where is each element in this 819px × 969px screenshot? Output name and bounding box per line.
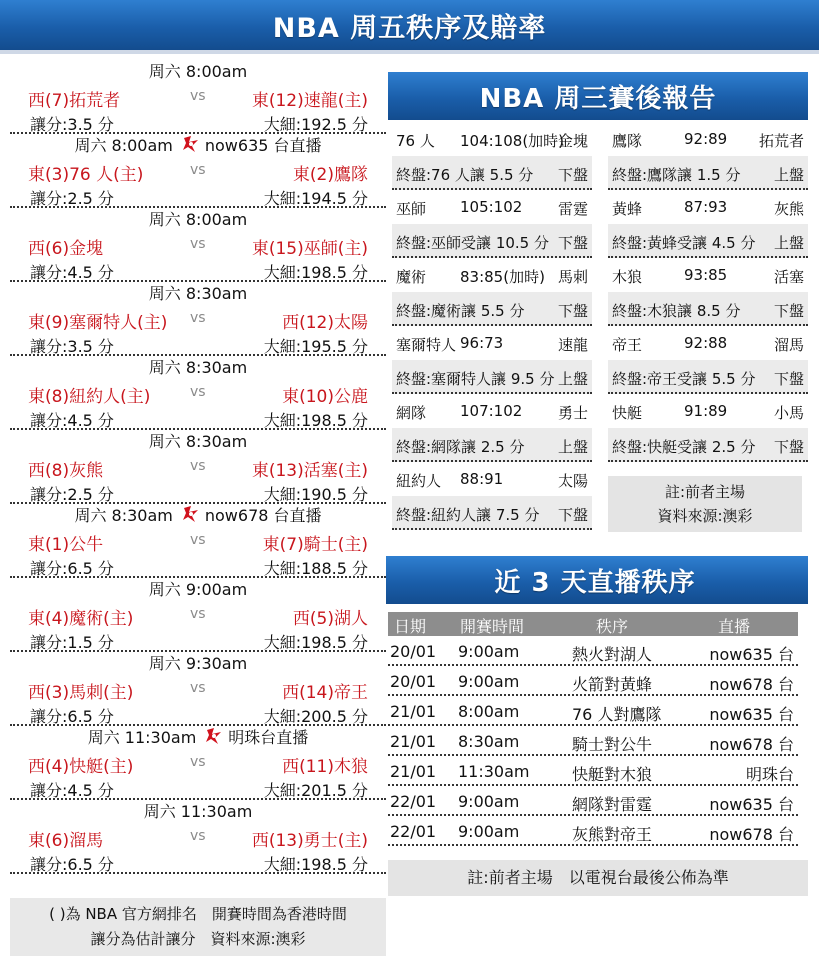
live-channel: now678 台 <box>709 675 794 694</box>
results-column-right <box>608 122 808 462</box>
home-team: 東(15)巫師(主) <box>251 239 368 259</box>
game-entry <box>10 798 386 876</box>
tv-channel: 明珠台直播 <box>228 727 309 747</box>
team-home: 木狼 <box>612 268 643 286</box>
team-home: 魔術 <box>396 268 427 286</box>
live-date: 21/01 <box>390 732 437 751</box>
line-result: 上盤 <box>557 370 588 388</box>
home-team: 東(10)公鹿 <box>282 387 368 407</box>
live-date: 21/01 <box>390 762 437 781</box>
live-time: 9:00am <box>458 672 520 691</box>
live-channel: now635 台 <box>709 795 794 814</box>
home-team: 東(2)鷹隊 <box>292 165 368 185</box>
final-line: 終盤:紐約人讓 7.5 分 <box>396 506 540 524</box>
over-under: 大細:188.5 分 <box>263 559 368 578</box>
line-result: 上盤 <box>557 438 588 456</box>
over-under: 大細:201.5 分 <box>263 781 368 800</box>
header-date: 日期 <box>394 617 427 636</box>
live-match: 快艇對木狼 <box>572 765 653 784</box>
game-time: 周六 9:00am <box>148 579 248 599</box>
tv-channel: now678 台直播 <box>204 505 322 525</box>
schedule-note-line: ( )為 NBA 官方網排名 開賽時間為香港時間 <box>49 905 347 923</box>
spread: 讓分:6.5 分 <box>30 707 114 726</box>
header-match: 秩序 <box>596 617 629 636</box>
away-team: 東(9)塞爾特人(主) <box>28 313 168 333</box>
over-under: 大細:198.5 分 <box>263 855 368 874</box>
team-away: 溜馬 <box>773 336 804 354</box>
away-team: 西(4)快艇(主) <box>28 757 134 777</box>
score: 93:85 <box>684 266 728 284</box>
over-under: 大細:192.5 分 <box>263 115 368 134</box>
game-time-row <box>10 132 386 156</box>
live-row <box>388 636 798 666</box>
live-row <box>388 696 798 726</box>
matchup-row <box>10 530 386 554</box>
over-under: 大細:194.5 分 <box>263 189 368 208</box>
result-row <box>392 258 592 292</box>
team-away: 雷霆 <box>557 200 588 218</box>
vs-label: vs <box>190 532 206 548</box>
matchup-row <box>10 752 386 776</box>
final-line: 終盤:塞爾特人讓 9.5 分 <box>396 370 555 388</box>
game-entry <box>10 206 386 284</box>
odds-row <box>10 186 386 208</box>
result-row <box>392 326 592 360</box>
spread: 讓分:2.5 分 <box>30 485 114 504</box>
game-time-row <box>10 58 386 82</box>
team-home: 76 人 <box>396 132 435 150</box>
odds-row <box>10 778 386 800</box>
home-team: 西(13)勇士(主) <box>251 831 368 851</box>
game-entry <box>10 354 386 432</box>
banner-divider <box>0 50 819 54</box>
game-time: 周六 11:30am <box>143 801 253 821</box>
score: 96:73 <box>460 334 504 352</box>
odds-row <box>10 556 386 578</box>
live-channel: now678 台 <box>709 735 794 754</box>
game-entry <box>10 502 386 580</box>
spread: 讓分:4.5 分 <box>30 263 114 282</box>
vs-label: vs <box>190 680 206 696</box>
game-time: 周六 8:00am <box>148 209 248 229</box>
live-channel: now635 台 <box>709 645 794 664</box>
header-time: 開賽時間 <box>460 617 525 636</box>
live-time: 9:00am <box>458 792 520 811</box>
matchup-row <box>10 86 386 110</box>
over-under: 大細:198.5 分 <box>263 411 368 430</box>
live-schedule-title: 近 3 天直播秩序 <box>382 556 808 604</box>
team-home: 網隊 <box>396 404 427 422</box>
team-home: 快艇 <box>612 404 643 422</box>
live-match: 網隊對雷霆 <box>572 795 653 814</box>
live-time: 9:00am <box>458 642 520 661</box>
results-column-left <box>392 122 592 530</box>
final-line: 終盤:76 人讓 5.5 分 <box>396 166 534 184</box>
live-date: 20/01 <box>390 642 437 661</box>
line-result: 下盤 <box>557 506 588 524</box>
game-time: 周六 8:30am <box>148 357 248 377</box>
final-line-row <box>608 428 808 462</box>
live-row <box>388 726 798 756</box>
team-home: 帝王 <box>612 336 643 354</box>
final-line: 終盤:黃蜂受讓 4.5 分 <box>612 234 756 252</box>
schedule-note-line: 讓分為估計讓分 資料來源:澳彩 <box>90 930 306 948</box>
final-line-row <box>392 156 592 190</box>
game-time-row <box>10 354 386 378</box>
game-time-row <box>10 724 386 748</box>
matchup-row <box>10 826 386 850</box>
live-match: 76 人對鷹隊 <box>572 705 662 724</box>
game-time-row <box>10 280 386 304</box>
team-away: 勇士 <box>557 404 588 422</box>
game-time-row <box>10 428 386 452</box>
line-result: 下盤 <box>773 302 804 320</box>
matchup-row <box>10 456 386 480</box>
matchup-row <box>10 160 386 184</box>
team-away: 活塞 <box>773 268 804 286</box>
final-line: 終盤:木狼讓 8.5 分 <box>612 302 741 320</box>
vs-label: vs <box>190 458 206 474</box>
line-result: 上盤 <box>773 234 804 252</box>
spread: 讓分:3.5 分 <box>30 337 114 356</box>
result-row <box>608 122 808 156</box>
game-time: 周六 9:30am <box>148 653 248 673</box>
game-time-row <box>10 798 386 822</box>
away-team: 西(8)灰熊 <box>28 461 104 481</box>
tv-broadcast <box>204 725 308 748</box>
result-row <box>392 394 592 428</box>
score: 91:89 <box>684 402 728 420</box>
game-time-row <box>10 650 386 674</box>
over-under: 大細:190.5 分 <box>263 485 368 504</box>
final-line-row <box>392 224 592 258</box>
final-line-row <box>392 292 592 326</box>
away-team: 東(4)魔術(主) <box>28 609 134 629</box>
score: 92:88 <box>684 334 728 352</box>
home-team: 東(13)活塞(主) <box>251 461 368 481</box>
tv-broadcast <box>181 133 322 156</box>
score: 104:108(加時) <box>460 132 565 150</box>
team-away: 馬刺 <box>557 268 588 286</box>
tv-logo-icon <box>204 726 224 746</box>
score: 92:89 <box>684 130 728 148</box>
odds-row <box>10 112 386 134</box>
matchup-row <box>10 234 386 258</box>
line-result: 上盤 <box>773 166 804 184</box>
game-entry <box>10 280 386 358</box>
team-home: 塞爾特人 <box>396 336 457 354</box>
game-entry <box>10 576 386 654</box>
vs-label: vs <box>190 828 206 844</box>
live-channel: now635 台 <box>709 705 794 724</box>
game-time: 周六 11:30am <box>87 727 197 747</box>
live-channel: 明珠台 <box>745 765 794 784</box>
final-line: 終盤:魔術讓 5.5 分 <box>396 302 525 320</box>
game-time: 周六 8:30am <box>148 431 248 451</box>
score: 105:102 <box>460 198 523 216</box>
game-entry <box>10 724 386 802</box>
team-away: 拓荒者 <box>758 132 804 150</box>
live-schedule-table <box>388 612 798 846</box>
over-under: 大細:200.5 分 <box>263 707 368 726</box>
over-under: 大細:195.5 分 <box>263 337 368 356</box>
spread: 讓分:2.5 分 <box>30 189 114 208</box>
away-team: 西(7)拓荒者 <box>28 91 121 111</box>
vs-label: vs <box>190 606 206 622</box>
away-team: 東(3)76 人(主) <box>28 165 144 185</box>
spread: 讓分:3.5 分 <box>30 115 114 134</box>
score: 107:102 <box>460 402 523 420</box>
matchup-row <box>10 604 386 628</box>
away-team: 東(8)紐約人(主) <box>28 387 151 407</box>
page-title: NBA 周五秩序及賠率 <box>0 0 819 50</box>
away-team: 西(6)金塊 <box>28 239 104 259</box>
game-entry <box>10 58 386 136</box>
live-match: 火箭對黃蜂 <box>572 675 653 694</box>
odds-row <box>10 408 386 430</box>
live-row <box>388 756 798 786</box>
final-line: 終盤:快艇受讓 2.5 分 <box>612 438 756 456</box>
spread: 讓分:6.5 分 <box>30 855 114 874</box>
live-table-body <box>388 636 798 846</box>
final-line: 終盤:帝王受讓 5.5 分 <box>612 370 756 388</box>
live-date: 22/01 <box>390 822 437 841</box>
vs-label: vs <box>190 754 206 770</box>
live-row <box>388 666 798 696</box>
odds-row <box>10 630 386 652</box>
game-entry <box>10 428 386 506</box>
team-home: 紐約人 <box>396 472 442 490</box>
results-note-line: 註:前者主場 <box>664 483 746 501</box>
vs-label: vs <box>190 310 206 326</box>
line-result: 下盤 <box>557 302 588 320</box>
live-date: 20/01 <box>390 672 437 691</box>
live-time: 8:00am <box>458 702 520 721</box>
spread: 讓分:4.5 分 <box>30 781 114 800</box>
live-date: 21/01 <box>390 702 437 721</box>
wednesday-results <box>388 122 808 536</box>
results-note-line: 資料來源:澳彩 <box>657 507 753 525</box>
live-time: 9:00am <box>458 822 520 841</box>
live-note: 註:前者主場 以電視台最後公佈為準 <box>388 860 808 896</box>
live-date: 22/01 <box>390 792 437 811</box>
score: 87:93 <box>684 198 728 216</box>
home-team: 東(7)騎士(主) <box>262 535 368 555</box>
game-entry <box>10 132 386 210</box>
live-row <box>388 816 798 846</box>
final-line: 終盤:鷹隊讓 1.5 分 <box>612 166 741 184</box>
home-team: 東(12)速龍(主) <box>251 91 368 111</box>
game-time: 周六 8:30am <box>74 505 173 525</box>
friday-schedule <box>10 58 386 956</box>
game-time-row <box>10 502 386 526</box>
live-match: 灰熊對帝王 <box>572 825 653 844</box>
matchup-row <box>10 382 386 406</box>
team-away: 灰熊 <box>773 200 804 218</box>
live-row <box>388 786 798 816</box>
score: 83:85(加時) <box>460 268 545 286</box>
spread: 讓分:1.5 分 <box>30 633 114 652</box>
team-away: 金塊 <box>557 132 588 150</box>
wednesday-results-title: NBA 周三賽後報告 <box>388 72 808 120</box>
final-line-row <box>392 428 592 462</box>
home-team: 西(14)帝王 <box>282 683 368 703</box>
home-team: 西(11)木狼 <box>282 757 368 777</box>
final-line: 終盤:網隊讓 2.5 分 <box>396 438 525 456</box>
result-row <box>608 394 808 428</box>
over-under: 大細:198.5 分 <box>263 263 368 282</box>
final-line-row <box>608 292 808 326</box>
team-away: 小馬 <box>773 404 804 422</box>
line-result: 下盤 <box>557 234 588 252</box>
score: 88:91 <box>460 470 504 488</box>
spread: 讓分:6.5 分 <box>30 559 114 578</box>
vs-label: vs <box>190 236 206 252</box>
home-team: 西(12)太陽 <box>282 313 368 333</box>
over-under: 大細:198.5 分 <box>263 633 368 652</box>
odds-row <box>10 704 386 726</box>
team-home: 黃蜂 <box>612 200 643 218</box>
odds-row <box>10 334 386 356</box>
tv-channel: now635 台直播 <box>204 135 322 155</box>
away-team: 東(1)公牛 <box>28 535 104 555</box>
team-home: 鷹隊 <box>612 132 643 150</box>
final-line-row <box>608 360 808 394</box>
results-note <box>608 476 802 532</box>
game-time: 周六 8:00am <box>148 61 248 81</box>
spread: 讓分:4.5 分 <box>30 411 114 430</box>
team-away: 速龍 <box>557 336 588 354</box>
tv-broadcast <box>181 503 322 526</box>
vs-label: vs <box>190 162 206 178</box>
final-line-row <box>608 224 808 258</box>
away-team: 東(6)溜馬 <box>28 831 104 851</box>
live-channel: now678 台 <box>709 825 794 844</box>
final-line-row <box>392 496 592 530</box>
result-row <box>392 122 592 156</box>
game-time: 周六 8:00am <box>74 135 173 155</box>
vs-label: vs <box>190 384 206 400</box>
result-row <box>392 190 592 224</box>
result-row <box>608 326 808 360</box>
odds-row <box>10 852 386 874</box>
game-time-row <box>10 576 386 600</box>
matchup-row <box>10 308 386 332</box>
result-row <box>608 258 808 292</box>
schedule-note <box>10 898 386 956</box>
game-time: 周六 8:30am <box>148 283 248 303</box>
header-channel: 直播 <box>718 617 751 636</box>
result-row <box>392 462 592 496</box>
tv-logo-icon <box>181 134 201 154</box>
team-away: 太陽 <box>557 472 588 490</box>
live-match: 騎士對公牛 <box>572 735 653 754</box>
final-line: 終盤:巫師受讓 10.5 分 <box>396 234 549 252</box>
away-team: 西(3)馬刺(主) <box>28 683 134 703</box>
matchup-row <box>10 678 386 702</box>
live-time: 11:30am <box>458 762 530 781</box>
game-entry <box>10 650 386 728</box>
game-time-row <box>10 206 386 230</box>
tv-logo-icon <box>181 504 201 524</box>
final-line-row <box>392 360 592 394</box>
line-result: 下盤 <box>773 438 804 456</box>
odds-row <box>10 482 386 504</box>
line-result: 下盤 <box>773 370 804 388</box>
home-team: 西(5)湖人 <box>292 609 368 629</box>
vs-label: vs <box>190 88 206 104</box>
result-row <box>608 190 808 224</box>
live-time: 8:30am <box>458 732 520 751</box>
line-result: 下盤 <box>557 166 588 184</box>
odds-row <box>10 260 386 282</box>
team-home: 巫師 <box>396 200 427 218</box>
live-match: 熱火對湖人 <box>572 645 653 664</box>
final-line-row <box>608 156 808 190</box>
live-table-header <box>388 612 798 636</box>
